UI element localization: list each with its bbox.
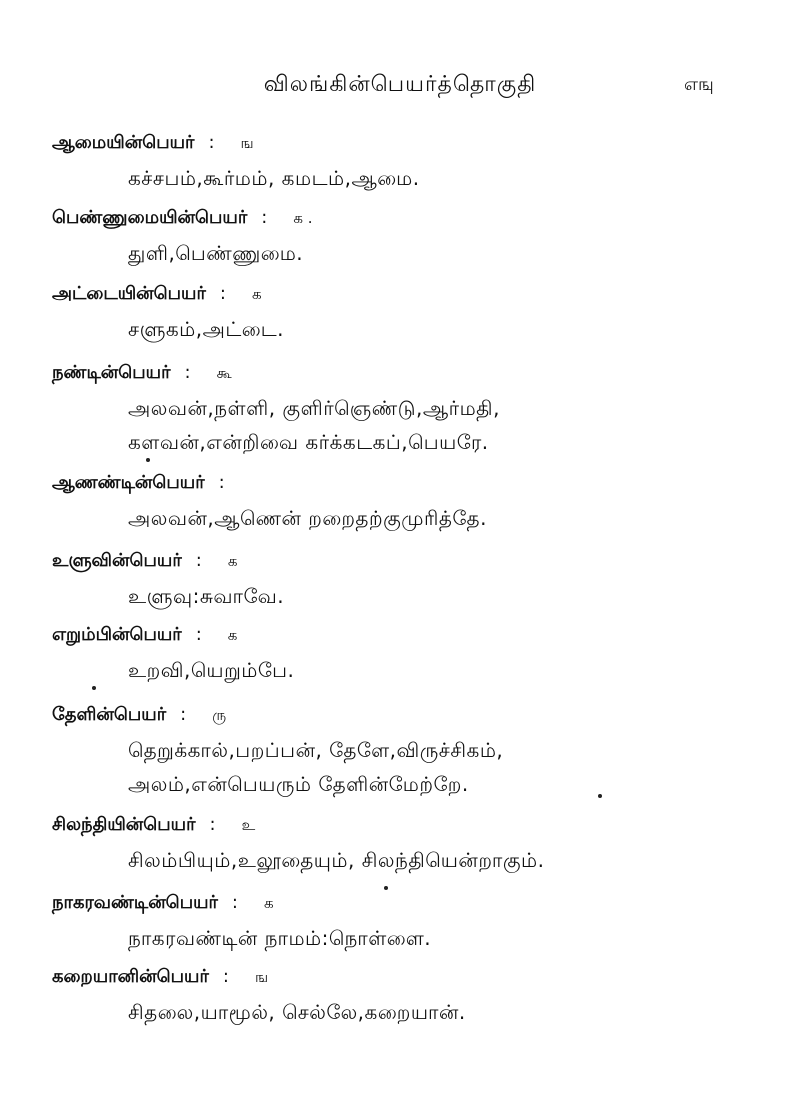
entry-count: ங — [240, 134, 254, 152]
scan-speck — [92, 686, 96, 690]
entry-heading — [52, 207, 312, 230]
entry-heading-text: ஆமையின்பெயர் — [52, 132, 195, 153]
entry-heading — [52, 624, 237, 647]
entry-count: க — [251, 285, 262, 303]
entry-heading — [52, 814, 255, 837]
entry-heading — [52, 892, 274, 915]
entry-line: சிலம்பியும்,உலூதையும், சிலந்தியென்றாகும். — [128, 848, 545, 872]
heading-colon: : — [218, 472, 225, 493]
heading-colon: : — [261, 207, 268, 228]
entry-line: உளுவு:சுவாவே. — [128, 584, 285, 608]
entry-heading — [52, 132, 254, 155]
entry-count: க — [264, 894, 274, 912]
entry-heading-text: நண்டின்பெயர் — [52, 362, 171, 383]
entry-heading-text: கறையானின்பெயர் — [52, 966, 209, 987]
entry-line: சளுகம்,அட்டை. — [128, 317, 284, 341]
entry-line: அலவன்,ஆணென் றறைதற்குமுரித்தே. — [128, 506, 487, 530]
entry-heading — [52, 283, 262, 306]
scan-speck — [146, 458, 150, 462]
entry-heading-text: ஆணண்டின்பெயர் — [52, 472, 205, 493]
entry-count: உ — [241, 816, 256, 834]
heading-colon: : — [195, 624, 202, 645]
page-number: எஙு — [684, 74, 714, 95]
entry-count: ங — [254, 968, 269, 986]
entry-heading-text: உளுவின்பெயர் — [52, 550, 182, 571]
entry-line: உறவி,யெறும்பே. — [128, 658, 295, 682]
heading-colon: : — [184, 362, 191, 383]
entry-heading-text: எறும்பின்பெயர் — [52, 624, 182, 645]
entry-line: தெறுக்கால்,பறப்பன், தேளே,விருச்சிகம், — [128, 738, 504, 762]
entry-count: க — [227, 552, 238, 570]
entry-heading — [52, 704, 226, 727]
entry-line: களவன்,என்றிவை கர்க்கடகப்,பெயரே. — [128, 430, 489, 454]
entry-line: துளி,பெண்ணுமை. — [128, 241, 304, 265]
entry-heading-text: சிலந்தியின்பெயர் — [52, 814, 196, 835]
entry-heading — [52, 966, 268, 989]
entry-count: கூ — [216, 364, 232, 382]
entry-line: அலம்,என்பெயரும் தேளின்மேற்றே. — [128, 772, 469, 796]
heading-colon: : — [209, 814, 216, 835]
entry-count: க — [227, 626, 238, 644]
entry-heading-text: பெண்ணுமையின்பெயர் — [52, 207, 248, 228]
entry-heading — [52, 362, 232, 385]
entry-line: அலவன்,நள்ளி, குளிர்ஞெண்டு,ஆர்மதி, — [128, 396, 500, 420]
entry-heading — [52, 472, 251, 495]
entry-heading-text: தேளின்பெயர் — [52, 704, 167, 725]
heading-colon: : — [231, 892, 238, 913]
heading-colon: : — [222, 966, 229, 987]
entry-count: க . — [293, 209, 313, 227]
entry-heading-text: அட்டையின்பெயர் — [52, 283, 206, 304]
heading-colon: : — [180, 704, 187, 725]
entry-heading — [52, 550, 237, 573]
page-title: விலங்கின்பெயர்த்தொகுதி — [263, 72, 537, 97]
entry-count: ரு — [212, 706, 227, 724]
scan-speck — [598, 794, 602, 798]
entry-line: கச்சபம்,கூர்மம், கமடம்,ஆமை. — [128, 166, 420, 190]
entry-line: சிதலை,யாமூல், செல்லே,கறையான். — [128, 1000, 466, 1024]
heading-colon: : — [219, 283, 226, 304]
heading-colon: : — [195, 550, 202, 571]
scan-speck — [384, 886, 388, 890]
entry-line: நாகரவண்டின் நாமம்:நொள்ளை. — [128, 926, 432, 950]
entry-heading-text: நாகரவண்டின்பெயர் — [52, 892, 218, 913]
heading-colon: : — [208, 132, 215, 153]
